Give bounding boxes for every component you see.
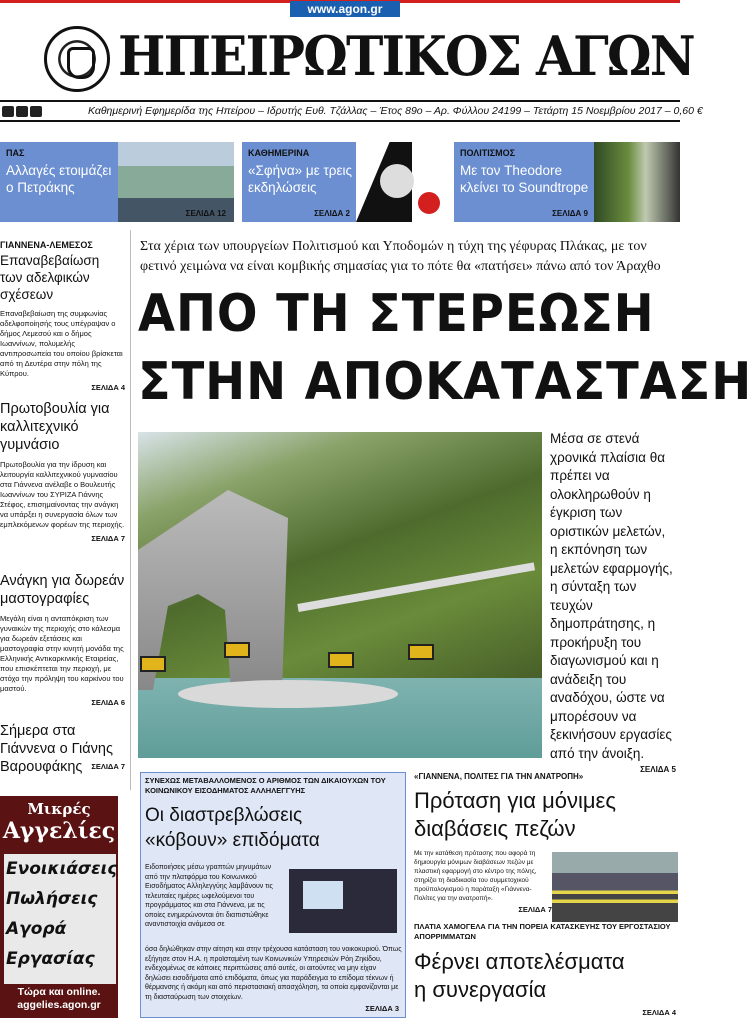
story-body: Με την κατάθεση πρότασης που αφορά τη δημιουργία μόνιμων διαβάσεων πεζών με πλαστική εφαρμογή στο κέντρο της πόλης, στηρίζει τη διαδικασία του συμμετοχικού προϋπολογισμού η παράταξη «Γιάννενα-Πολίτες για την ανατροπή». [414, 850, 537, 902]
promo-headline: «Σφήνα» με τρεις εκδηλώσεις [248, 163, 353, 195]
story-headline: Ανάγκη για δωρεάν μαστογραφίες [0, 573, 125, 607]
story-body: Ειδοποιήσεις μέσω γραπτών μηνυμάτων από την πλατφόρμα του Κοινωνικού Εισοδήματος Αλληλεγγύης λαμβάνουν τις τελευταίες ημέρες ωφελούμενοι του προγράμματος και στα Γιάννενα, με τις οποίες ενημερώνονται ότι διαπιστώθηκε αναντιστοιχία ανάμεσα σε [145, 864, 273, 928]
excavator [140, 656, 166, 672]
story-kicker: ΓΙΑΝΝΕΝΑ-ΛΕΜΕΣΟΣ [0, 240, 93, 250]
lead-headline[interactable]: ΑΠΟ ΤΗ ΣΤΕΡΕΩΣΗ ΣΤΗΝ ΑΠΟΚΑΤΑΣΤΑΣΗ [138, 284, 752, 412]
crosswalk-photo [552, 852, 678, 922]
ad-category: Ενοικιάσεις [6, 859, 118, 879]
promo-sports[interactable] [0, 142, 234, 222]
promo-page: ΣΕΛΙΔΑ 2 [314, 209, 350, 218]
story-kicker: «ΓΙΑΝΝΕΝΑ, ΠΟΛΙΤΕΣ ΓΙΑ ΤΗΝ ΑΝΑΤΡΟΠΗ» [414, 772, 584, 781]
excavator [408, 644, 434, 660]
promo-headline: Με τον Theodore κλείνει το Soundtrope [460, 163, 589, 195]
story-headline: Οι διαστρεβλώσεις «κόβουν» επιδόματα [145, 805, 320, 851]
story-headline: Πρωτοβουλία για καλλιτεχνικό γυμνάσιο [0, 401, 110, 453]
masthead [0, 16, 694, 100]
promo-photo [594, 142, 680, 222]
ad-category: Αγορά [6, 919, 67, 939]
lead-intro: Στα χέρια των υπουργείων Πολιτισμού και Υποδομών η τύχη της γέφυρας Πλάκας, με τον φετινό χειμώνα να είναι κομβικής σημασίας για το πότε θα «πατήσει» πάνω από τον Άραχθο [140, 239, 661, 274]
lead-side-text: Μέσα σε στενά χρονικά πλαίσια θα πρέπει να ολοκληρωθούν η έγκριση των οριστικών μελετών, η εκπόνηση των μελετών εφαρμογής, η σύνταξη των τευχών δημοπράτησης, η προκήρυξη του διαγωνισμού και η ανάδειξη του αναδόχου, ώστε να μπορέσουν να ξεκινήσουν εργασίες από την άνοιξη. ΣΕΛΙΔΑ 5 [550, 430, 676, 780]
story-headline[interactable]: Φέρνει αποτελέσματα η συνεργασία [414, 949, 625, 1002]
classifieds-ad[interactable] [0, 796, 118, 1018]
newspaper-seal-icon [44, 26, 110, 92]
sidebar-story[interactable] [0, 240, 125, 392]
promo-headline: Αλλαγές ετοιμάζει ο Πετράκης [6, 163, 112, 195]
story-body-continued: όσα δηλώθηκαν στην αίτηση και στην τρέχουσα κατάσταση του νοικοκυριού. Όπως εξήγησε στον Η.Α. η προϊσταμένη των Κοινωνικών Υπηρεσιών Ρόη Ζηκίδου, ενδεχομένως σε κάποιες περιπτώσεις από αυτές, οι αιτούντες να μην είχαν δηλώσει εισοδήματα από επιδόματα, όπως για παράδειγμα το επίδομα τέκνων ή θέρμανσης ή ακόμη και από περιστασιακή απασχόληση, τα οποία εμφανίζονται με τη διασταύρωση των στοιχείων. [145, 946, 402, 1001]
ad-category: Εργασίας [6, 949, 95, 969]
story-page: ΣΕΛΙΔΑ 6 [91, 698, 125, 707]
ad-title-line2: Αγγελίες [2, 818, 116, 844]
column-divider [130, 230, 131, 790]
story-benefits[interactable] [140, 772, 406, 1018]
rubble-pile [178, 680, 398, 708]
story-page: ΣΕΛΙΔΑ 4 [642, 1008, 676, 1017]
lead-photo [138, 432, 542, 758]
promo-logo-image [356, 142, 446, 222]
ad-link[interactable]: aggelies.agon.gr [17, 999, 101, 1011]
promo-daily[interactable] [242, 142, 446, 222]
promo-page: ΣΕΛΙΔΑ 9 [552, 209, 588, 218]
story-headline[interactable]: Πρόταση για μόνιμες διαβάσεις πεζών [414, 788, 616, 841]
promo-culture[interactable] [454, 142, 680, 222]
sidebar-story[interactable] [0, 720, 125, 775]
ad-footer: Τώρα και online. aggelies.agon.gr [0, 986, 118, 1012]
ad-categories [4, 854, 116, 984]
excavator [328, 652, 354, 668]
social-icons [2, 105, 50, 117]
story-photo [289, 869, 397, 933]
story-page: ΣΕΛΙΔΑ 7 [91, 534, 125, 543]
dateline: Καθημερινή Εφημερίδα της Ηπείρου – Ιδρυτής Ευθ. Τζάλλας – Έτος 89ο – Αρ. Φύλλου 24199 – Τετάρτη 15 Νοεμβρίου 2017 – 0,60 € [88, 105, 703, 117]
social-icon[interactable] [30, 106, 42, 117]
promo-kicker: ΠΟΛΙΤΙΣΜΟΣ [460, 148, 516, 158]
story-headline: Επαναβεβαίωση των αδελφικών σχέσεων [0, 253, 100, 302]
story-page: ΣΕΛΙΔΑ 3 [365, 1004, 399, 1013]
story-headline: Σήμερα στα Γιάννενα ο Γιάνης Βαρουφάκης [0, 723, 113, 775]
dateline-bar [0, 100, 703, 122]
sidebar-story[interactable] [0, 570, 125, 707]
sidebar-story[interactable] [0, 398, 125, 543]
social-icon[interactable] [16, 106, 28, 117]
story-body: Μεγάλη είναι η ανταπόκριση των γυναικών της περιοχής στο κάλεσμα για δωρεάν εξετάσεις και μαστογραφία στην κινητή μονάδα της Ελληνικής Αντικαρκινικής Εταιρείας, που επισκέπτεται την περιοχή, με στόχο την πρόληψη του καρκίνου του μαστού. [0, 614, 124, 693]
story-kicker: ΣΥΝΕΧΩΣ ΜΕΤΑΒΑΛΛΟΜΕΝΟΣ Ο ΑΡΙΘΜΟΣ ΤΩΝ ΔΙΚΑΙΟΥΧΩΝ ΤΟΥ ΚΟΙΝΩΝΙΚΟΥ ΕΙΣΟΔΗΜΑΤΟΣ ΑΛΛΗΛΕΓΓΥΗΣ [145, 776, 386, 795]
lead-page: ΣΕΛΙΔΑ 5 [640, 765, 676, 774]
promo-page: ΣΕΛΙΔΑ 12 [185, 209, 226, 218]
social-icon[interactable] [2, 106, 14, 117]
story-page: ΣΕΛΙΔΑ 4 [91, 383, 125, 392]
promo-kicker: ΚΑΘΗΜΕΡΙΝΑ [248, 148, 310, 158]
right-column [414, 772, 678, 1017]
excavator [224, 642, 250, 658]
website-url[interactable]: www.agon.gr [290, 1, 400, 17]
ad-category: Πωλήσεις [6, 889, 98, 909]
story-body: Πρωτοβουλία για την ίδρυση και λειτουργία καλλιτεχνικού γυμνασίου στα Γιάννενα ανέλαβε ο Βουλευτής Ιωαννίνων του ΣΥΡΙΖΑ Γιάννης Στέφος, επισημαίνοντας την ανάγκη να υπάρξει η συνεργασία όλων των εμπλεκόμενων φορέων της περιοχής. [0, 460, 125, 529]
story-body: Επαναβεβαίωση της συμφωνίας αδελφοποίησής τους υπέγραψαν ο δήμος Λεμεσού και ο δήμος Ιωαννίνων, πολυμελής αντιπροσωπεία του οποίου βρίσκεται από τη Δευτέρα στην πόλη της Κύπρου. [0, 309, 123, 378]
top-bar [0, 0, 680, 16]
ad-title-line1: Μικρές [27, 800, 91, 818]
story-page: ΣΕΛΙΔΑ 7 [91, 762, 125, 771]
promo-kicker: ΠΑΣ [6, 148, 25, 158]
story-kicker: ΠΛΑΤΙΑ ΧΑΜΟΓΕΛΑ ΓΙΑ ΤΗΝ ΠΟΡΕΙΑ ΚΑΤΑΣΚΕΥΗΣ ΤΟΥ ΕΡΓΟΣΤΑΣΙΟΥ ΑΠΟΡΡΙΜΜΑΤΩΝ [414, 922, 671, 941]
story-page: ΣΕΛΙΔΑ 7 [518, 905, 552, 914]
newspaper-title: ΗΠΕΙΡΩΤΙΚΟΣ ΑΓΩΝ [118, 24, 694, 88]
